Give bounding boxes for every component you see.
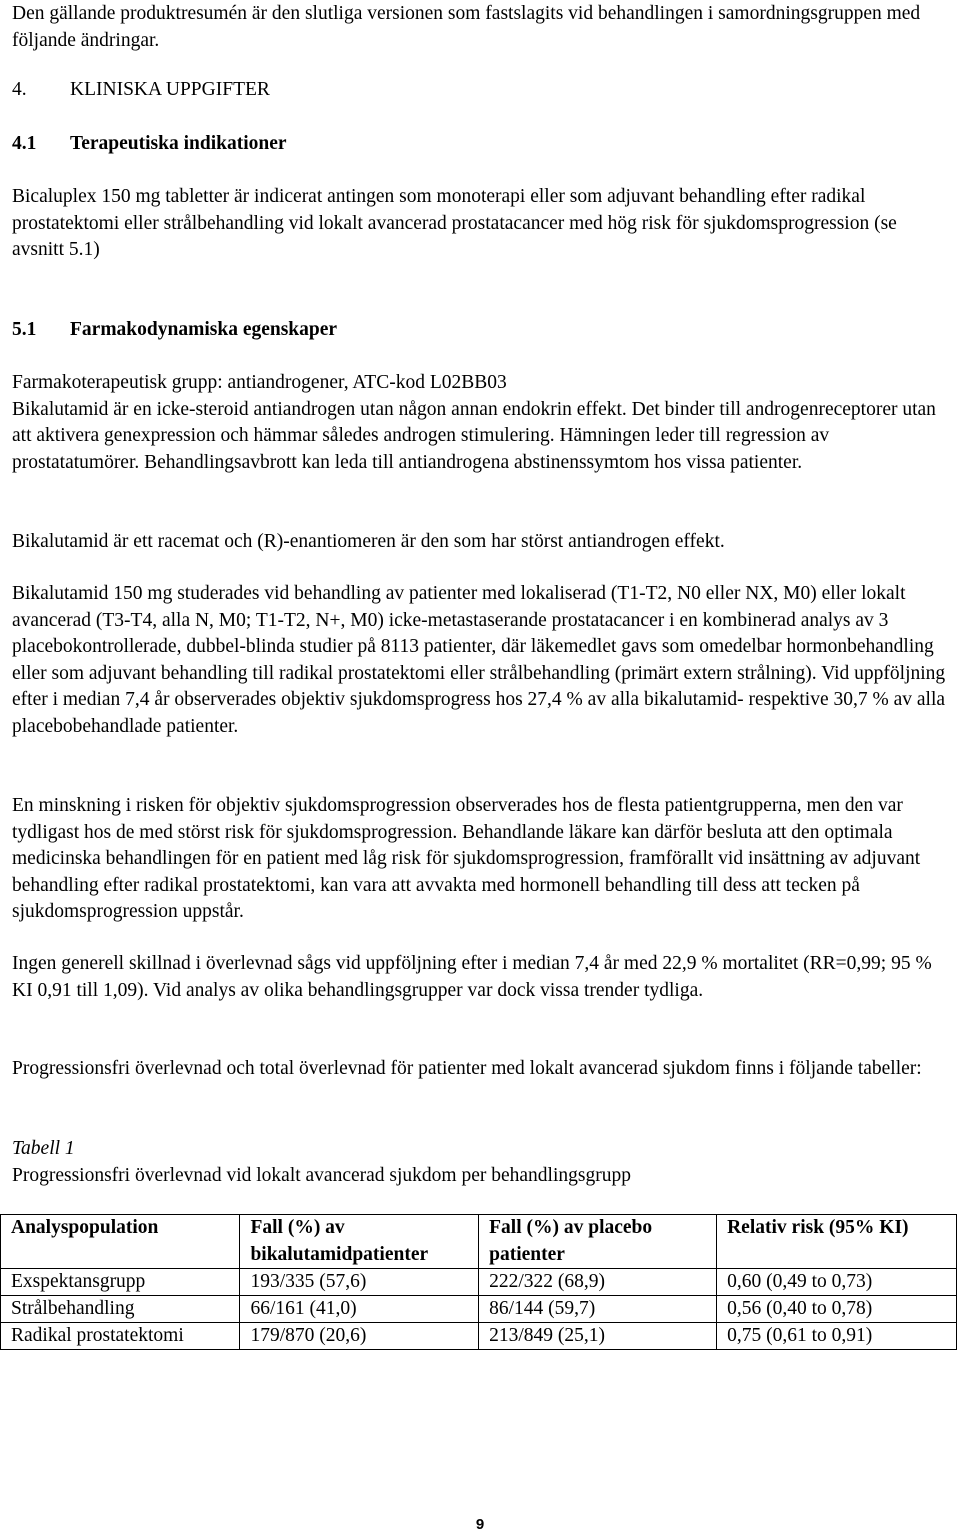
progression-free-survival-table bbox=[0, 1214, 957, 1350]
section-5-1-title: Farmakodynamiska egenskaper bbox=[70, 319, 338, 340]
table-header-row bbox=[1, 1215, 957, 1269]
table-cell: Strålbehandling bbox=[1, 1296, 240, 1323]
table-cell: 213/849 (25,1) bbox=[479, 1323, 717, 1350]
risk-reduction-paragraph: En minskning i risken för objektiv sjukdomsprogression observerades hos de flesta patientgrupperna, men den var tydligast hos de med störst risk för sjukdomsprogression. Behandlande läkare kan därför besluta att den optimala medicinska behandlingen för en patient med låg risk för sjukdomsprogression, framförallt vid insättning av adjuvant behandling efter radikal prostatektomi, kan vara att avvakta med hormonell behandling till dess att tecken på sjukdomsprogression uppstår. bbox=[12, 795, 921, 922]
table-row bbox=[1, 1269, 957, 1296]
section-4-heading bbox=[12, 77, 270, 104]
table-header-cell: Fall (%) av bikalutamidpatienter bbox=[240, 1215, 479, 1269]
survival-paragraph: Ingen generell skillnad i överlevnad sågs vid uppföljning efter i median 7,4 år med 22,9 % mortalitet (RR=0,99; 95 % KI 0,91 till 1,09). Vid analys av olika behandlingsgrupper var dock vissa trender tydliga. bbox=[12, 953, 932, 1001]
table-cell: 179/870 (20,6) bbox=[240, 1323, 479, 1350]
section-4-1-title: Terapeutiska indikationer bbox=[70, 133, 287, 154]
table-cell: 66/161 (41,0) bbox=[240, 1296, 479, 1323]
section-4-number: 4. bbox=[12, 79, 27, 100]
section-4-1-number: 4.1 bbox=[12, 133, 37, 154]
table-cell: 222/322 (68,9) bbox=[479, 1269, 717, 1296]
table-cell: 0,60 (0,49 to 0,73) bbox=[717, 1269, 957, 1296]
section-4-title: KLINISKA UPPGIFTER bbox=[70, 79, 270, 100]
table-row bbox=[1, 1296, 957, 1323]
section-5-1-heading bbox=[12, 317, 337, 344]
table-cell: Exspektansgrupp bbox=[1, 1269, 240, 1296]
section-4-1-heading bbox=[12, 131, 287, 158]
indications-paragraph: Bicaluplex 150 mg tabletter är indicerat antingen som monoterapi eller som adjuvant behandling efter radikal prostatektomi eller strålbehandling vid lokalt avancerad prostatacancer med hög risk för sjukdomsprogression (se avsnitt 5.1) bbox=[12, 186, 897, 260]
section-5-1-number: 5.1 bbox=[12, 319, 37, 340]
table-header-cell: Relativ risk (95% KI) bbox=[717, 1215, 957, 1269]
pharmacodynamics-paragraph-1 bbox=[12, 370, 950, 476]
table-row bbox=[1, 1323, 957, 1350]
table-cell: Radikal prostatektomi bbox=[1, 1323, 240, 1350]
table-cell: 0,75 (0,61 to 0,91) bbox=[717, 1323, 957, 1350]
table-header-cell: Analyspopulation bbox=[1, 1215, 240, 1269]
tables-intro-paragraph: Progressionsfri överlevnad och total överlevnad för patienter med lokalt avancerad sjukdom finns i följande tabeller: bbox=[12, 1058, 922, 1079]
intro-paragraph: Den gällande produktresumén är den slutliga versionen som fastslagits vid behandlingen i samordningsgruppen med följande ändringar. bbox=[12, 3, 921, 51]
table-caption: Progressionsfri överlevnad vid lokalt avancerad sjukdom per behandlingsgrupp bbox=[12, 1165, 631, 1186]
racemate-paragraph: Bikalutamid är ett racemat och (R)-enantiomeren är den som har störst antiandrogen effekt. bbox=[12, 531, 725, 552]
table-cell: 86/144 (59,7) bbox=[479, 1296, 717, 1323]
table-label: Tabell 1 bbox=[12, 1138, 75, 1159]
atc-line: Farmakoterapeutisk grupp: antiandrogener, ATC-kod L02BB03 bbox=[12, 372, 507, 393]
page-number: 9 bbox=[475, 1516, 485, 1533]
study-paragraph: Bikalutamid 150 mg studerades vid behandling av patienter med lokaliserad (T1-T2, N0 eller NX, M0) eller lokalt avancerad (T3-T4, alla N, M0; T1-T2, N+, M0) icke-metastaserande prostatacancer i en kombinerad analys av 3 placebokontrollerade, dubbel-blinda studier på 8113 patienter, där läkemedlet gavs som omedelbar hormonbehandling eller som adjuvant behandling till radikal prostatektomi eller strålbehandling (primärt extern strålning). Vid uppföljning efter i median 7,4 år observerades objektiv sjukdomsprogress hos 27,4 % av alla bikalutamid- respektive 30,7 % av alla placebobehandlade patienter. bbox=[12, 583, 946, 737]
mechanism-text: Bikalutamid är en icke-steroid antiandrogen utan någon annan endokrin effekt. Det binder till androgenreceptorer utan att aktivera genexpression och hämmar således androgen stimulering. Hämningen leder till regression av prostatatumörer. Behandlingsavbrott kan leda till antiandrogena abstinenssymtom hos vissa patienter. bbox=[12, 398, 936, 473]
table-header-cell: Fall (%) av placebo patienter bbox=[479, 1215, 717, 1269]
table-cell: 193/335 (57,6) bbox=[240, 1269, 479, 1296]
table-cell: 0,56 (0,40 to 0,78) bbox=[717, 1296, 957, 1323]
